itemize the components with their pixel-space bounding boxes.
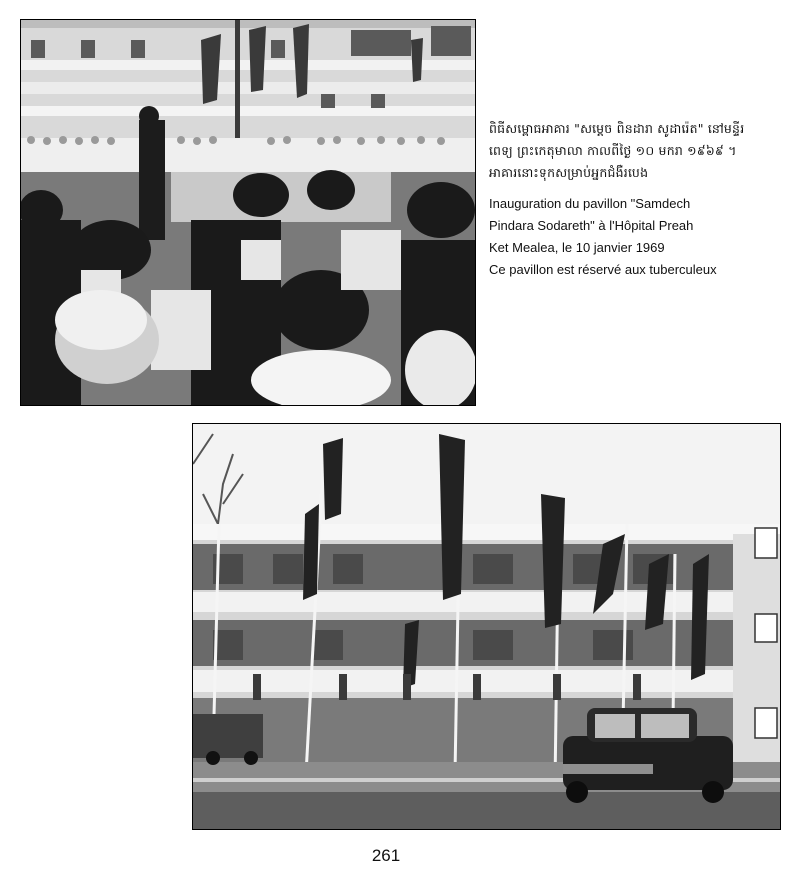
khmer-caption-line: ពេទ្យ ព្រះកេតុមាលា កាលពីថ្ងៃ ១០ មករា ១៩៦៩ ។ (489, 143, 737, 158)
french-caption-line: Ket Mealea, le 10 janvier 1969 (489, 240, 665, 255)
ceremony-photo-image (21, 20, 475, 405)
khmer-caption (489, 118, 789, 184)
khmer-caption-line: អាគារនោះទុកសម្រាប់អ្នកជំងឺរបេង (489, 165, 649, 180)
pavilion-photo (192, 423, 781, 830)
french-caption-line: Ce pavillon est réservé aux tuberculeux (489, 262, 717, 277)
page-number: 261 (371, 846, 401, 865)
french-caption (489, 193, 789, 281)
photo-caption (489, 118, 789, 281)
french-caption-line: Inauguration du pavillon "Samdech (489, 196, 691, 211)
pavilion-photo-image (193, 424, 780, 829)
khmer-caption-line: ពិធីសម្ពោធអាគារ "សម្ដេច ពិនដារា សូដារ៉េត" នៅមន្ទីរ (489, 121, 745, 136)
french-caption-line: Pindara Sodareth" à l'Hôpital Preah (489, 218, 694, 233)
ceremony-photo (20, 19, 476, 406)
